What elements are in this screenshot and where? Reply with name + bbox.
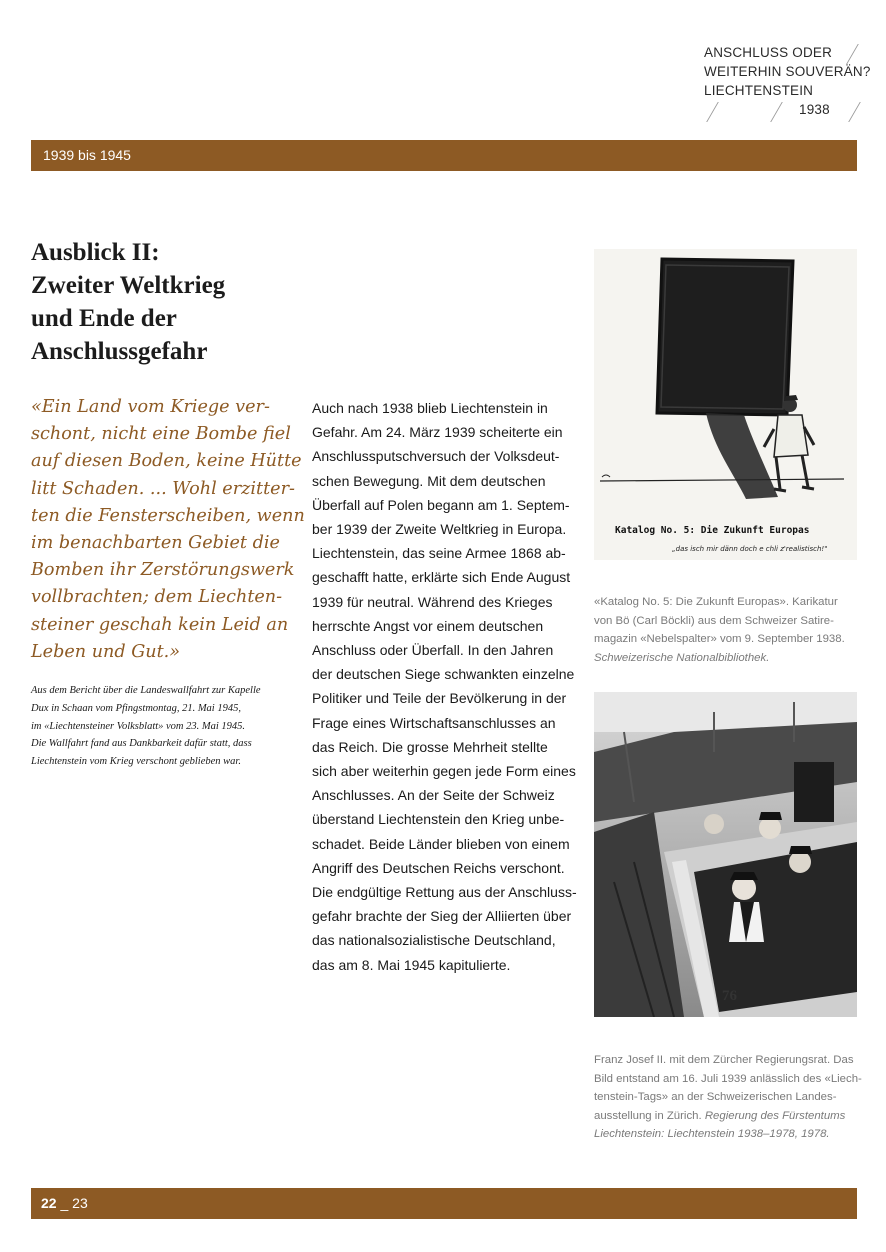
page-footer — [31, 1188, 857, 1219]
title-line: Anschlussgefahr — [31, 338, 208, 365]
caption-line — [594, 649, 862, 668]
source-line: Aus dem Bericht über die Landeswallfahrt zur Kapelle — [31, 685, 261, 696]
caption-line — [594, 1107, 862, 1126]
cartoon-caption — [594, 593, 862, 667]
quote-source — [31, 682, 296, 771]
caption-line — [594, 1125, 862, 1144]
section-band-label: 1939 bis 1945 — [43, 147, 131, 163]
quote-line: «Ein Land vom Kriege ver- — [31, 397, 270, 417]
logo-line-1: ANSCHLUSS ODER — [704, 45, 833, 60]
source-line: Die Wallfahrt fand aus Dankbarkeit dafür statt, dass — [31, 738, 252, 750]
body-line: Die endgültige Rettung aus der Anschluss- — [312, 884, 577, 901]
body-line: schadet. Beide Länder blieben von einem — [312, 835, 570, 852]
quote-line: Leben und Gut.» — [31, 641, 181, 662]
page-number-current: 22 — [41, 1195, 57, 1211]
body-line: das Reich. Die grosse Mehrheit stellte — [312, 738, 548, 755]
page-separator: _ — [56, 1195, 73, 1211]
caption-credit: Liechtenstein: Liechtenstein 1938–1978, 1978. — [594, 1128, 830, 1141]
pull-quote — [31, 394, 305, 666]
body-line: schen Bewegung. Mit dem deutschen — [312, 472, 546, 489]
logo-slash-decor — [770, 102, 783, 122]
body-line: herrschte Angst vor einem deutschen — [312, 617, 544, 634]
body-line: Anschlussputschversuch der Volksdeut- — [312, 448, 560, 465]
logo-slash-decor — [848, 102, 861, 122]
title-line: Zweiter Weltkrieg — [31, 272, 226, 299]
logo-year: 1938 — [799, 102, 830, 117]
body-line: Anschlusses. An der Seite der Schweiz — [312, 787, 555, 804]
body-line: Angriff des Deutschen Reichs verschont. — [312, 859, 565, 876]
body-line: Überfall auf Polen begann am 1. Septem- — [312, 496, 570, 513]
body-line: 1939 für neutral. Während des Krieges — [312, 593, 553, 610]
logo-slash-decor — [846, 44, 859, 64]
caption-credit: Regierung des Fürstentums — [704, 1109, 846, 1122]
quote-line: auf diesen Boden, keine Hütte — [31, 451, 302, 472]
logo-line-2: WEITERHIN SOUVERÄN? — [704, 64, 871, 79]
quote-line: steiner geschah kein Leid an — [31, 614, 289, 635]
body-line: das nationalsozialistische Deutschland, — [312, 932, 556, 949]
body-line: ber 1939 der Zweite Weltkrieg in Europa. — [312, 521, 567, 538]
caption-line: von Bö (Carl Böckli) aus dem Schweizer Satire- — [594, 614, 834, 627]
quote-line: litt Schaden. ... Wohl erzitter- — [31, 478, 295, 499]
page-number-facing: 23 — [72, 1195, 88, 1211]
quote-line: ten die Fensterscheiben, wenn — [31, 505, 305, 526]
quote-line: im benachbarten Gebiet die — [31, 533, 280, 554]
caption-line: Bild entstand am 16. Juli 1939 anlässlich des «Liech- — [594, 1072, 862, 1085]
publication-logo — [704, 44, 871, 124]
body-line: der deutschen Siege schwankten einzelne — [312, 666, 575, 683]
body-line: Frage eines Wirtschaftsanschlusses an — [312, 714, 556, 731]
logo-slash-decor — [706, 102, 719, 122]
body-line: das am 8. Mai 1945 kapitulierte. — [312, 956, 511, 973]
caption-text: ausstellung in Zürich. — [594, 1109, 702, 1122]
body-line: Gefahr. Am 24. März 1939 scheiterte ein — [312, 424, 563, 441]
title-line: Ausblick II: — [31, 239, 160, 266]
photo-illustration — [594, 692, 857, 1017]
source-line: Dux in Schaan vom Pfingstmontag, 21. Mai 1945, — [31, 702, 241, 714]
historical-photo — [594, 692, 857, 1017]
caption-credit: Schweizerische Nationalbibliothek. — [594, 651, 770, 664]
body-line: überstand Liechtenstein den Krieg unbe- — [312, 811, 565, 828]
body-line: Politiker und Teile der Bevölkerung in der — [312, 690, 567, 707]
quote-line: vollbrachten; dem Liechten- — [31, 587, 283, 608]
photo-caption — [594, 1051, 862, 1144]
body-line: Auch nach 1938 blieb Liechtenstein in — [312, 400, 548, 416]
caption-line: «Katalog No. 5: Die Zukunft Europas». Karikatur — [594, 596, 838, 608]
cartoon-image — [594, 249, 857, 560]
caption-line: Franz Josef II. mit dem Zürcher Regierungsrat. Das — [594, 1054, 854, 1066]
caption-line: tenstein-Tags» an der Schweizerischen Landes- — [594, 1091, 837, 1104]
caption-line: magazin «Nebelspalter» vom 9. September 1938. — [594, 633, 845, 646]
section-band — [31, 140, 857, 171]
article-title — [31, 236, 291, 368]
cartoon-illustration — [594, 249, 857, 560]
body-line: gefahr brachte der Sieg der Alliierten über — [312, 908, 572, 925]
body-line: Anschluss oder Überfall. In den Jahren — [312, 642, 554, 659]
page-numbers — [41, 1188, 88, 1219]
body-text — [312, 396, 577, 977]
title-line: und Ende der — [31, 305, 177, 332]
cartoon-caption-quote: „das isch mir dänn doch e chli z'realistisch!" — [672, 545, 828, 553]
body-line: geschafft hatte, erklärte sich Ende August — [312, 569, 571, 586]
body-line: Liechtenstein, das seine Armee 1868 ab- — [312, 545, 566, 562]
boat-number: 76 — [722, 988, 737, 1004]
logo-line-3: LIECHTENSTEIN — [704, 83, 814, 98]
body-line: sich aber weiterhin gegen jede Form eines — [312, 763, 576, 780]
quote-line: schont, nicht eine Bombe fiel — [31, 424, 291, 445]
cartoon-caption-title: Katalog No. 5: Die Zukunft Europas — [615, 525, 810, 536]
source-line: Liechtenstein vom Krieg verschont geblieben war. — [31, 756, 241, 768]
source-line: im «Liechtensteiner Volksblatt» vom 23. Mai 1945. — [31, 720, 246, 732]
quote-line: Bomben ihr Zerstörungswerk — [31, 560, 295, 581]
